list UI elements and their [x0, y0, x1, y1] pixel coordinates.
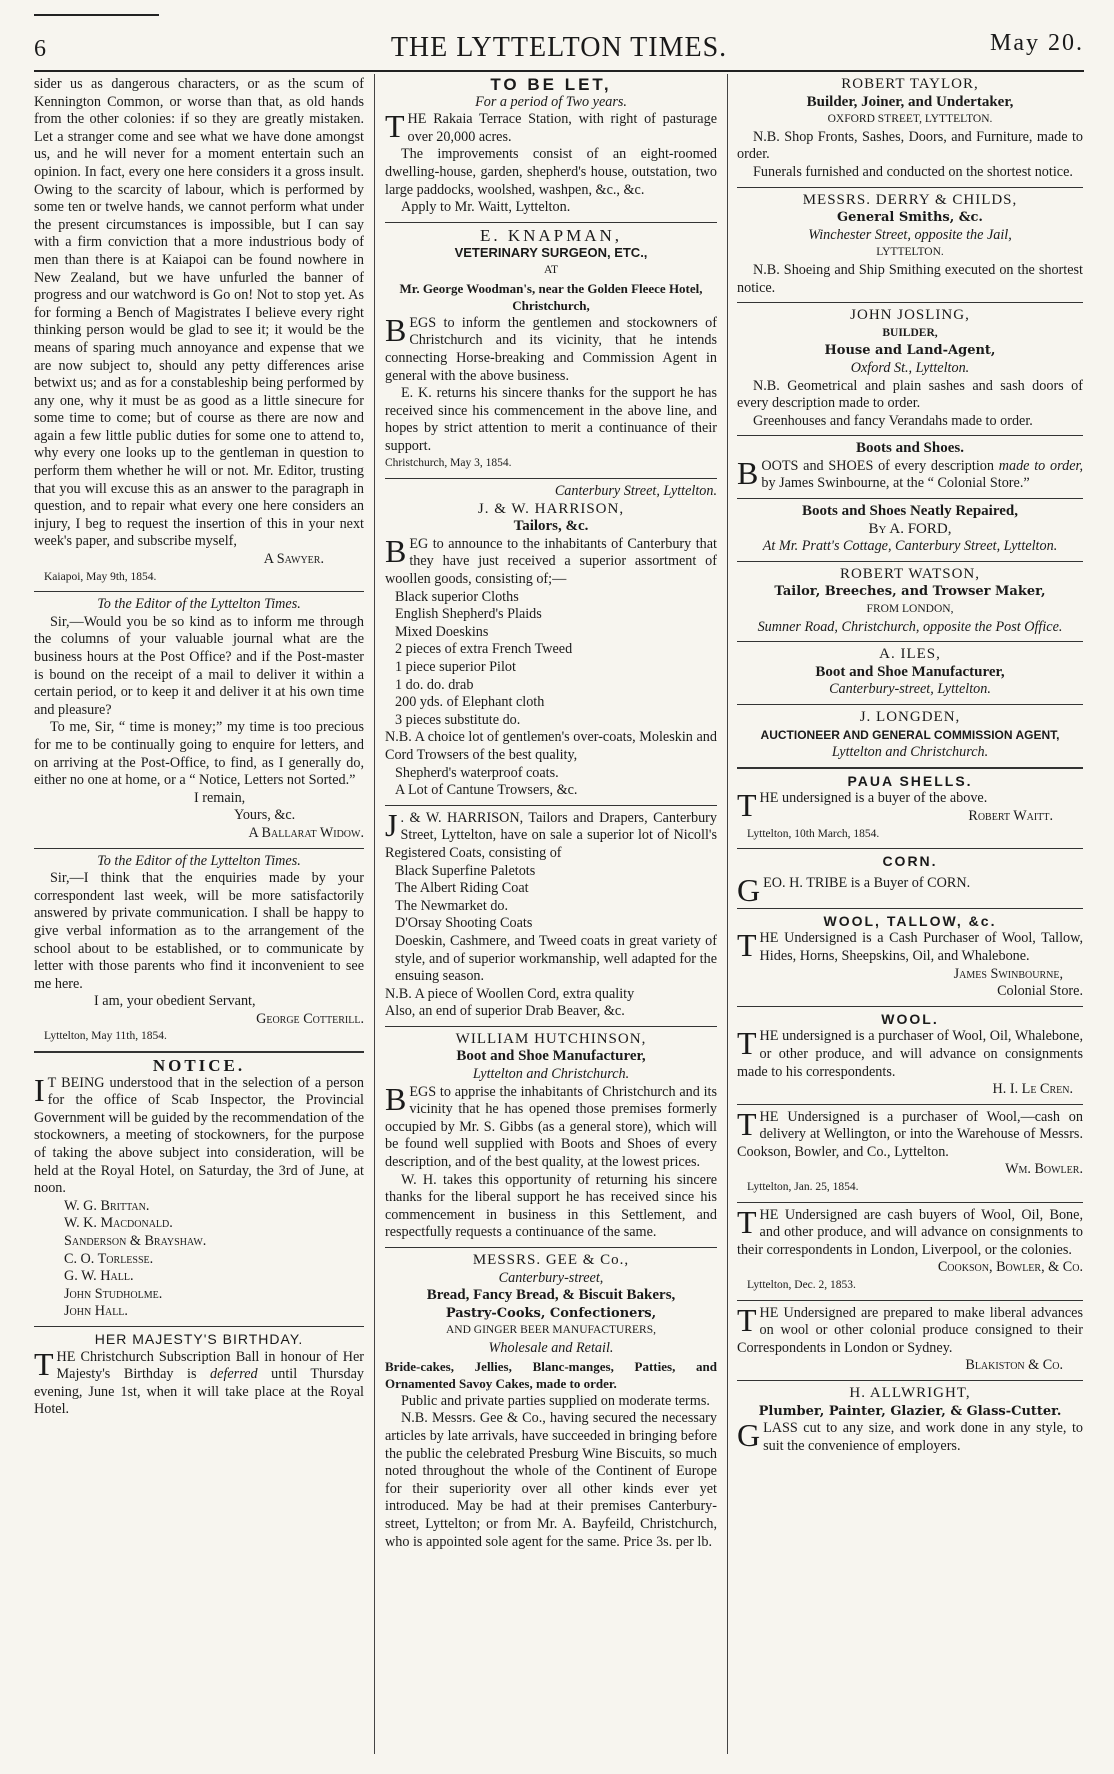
ford-heading: Boots and Shoes Neatly Repaired,	[802, 503, 1018, 520]
tolet-heading: TO BE LET,	[490, 75, 612, 94]
knapman-para2: E. K. returns his sincere thanks for the support he has received since his commencement in the above line, and hopes by strict attention to merit a continuance of their support.	[385, 385, 717, 454]
wool-tallow-signature-2: Colonial Store.	[997, 983, 1083, 1000]
gee-para1: Bride-cakes, Jellies, Blanc-manges, Patties, and Ornamented Savoy Cakes, made to order.	[385, 1358, 717, 1392]
knapman-address: Mr. George Woodman's, near the Golden Fleece Hotel, Christchurch,	[399, 280, 703, 314]
watson-address: Sumner Road, Christchurch, opposite the Post Office.	[757, 618, 1063, 635]
corn-dropcap: G	[737, 871, 761, 908]
harrison1-address: Canterbury Street, Lyttelton.	[554, 483, 717, 500]
gee-para3: N.B. Messrs. Gee & Co., having secured the necessary articles by late arrivals, have succeeded in bringing before the public the celebrated Presburg Wine Biscuits, so much noted throughout the whole of the Continent of Europe for their superiority over all other kinds ever yet introduced. May be had at their premises Canterbury-street, Lyttelton; or from Mr. A. Bayfeild, Christchurch, who is appointed sole agent for the same. Price 3s. per lb.	[385, 1410, 717, 1550]
harrison1-item: Mixed Doeskins	[395, 623, 489, 640]
divider	[737, 1104, 1083, 1105]
tolet-apply: Apply to Mr. Waitt, Lyttelton.	[401, 199, 571, 216]
sawyer-dateline: Kaiapoi, May 9th, 1854.	[44, 570, 157, 583]
divider	[737, 767, 1083, 769]
sawyer-signature: A Sawyer.	[263, 551, 324, 568]
notice-signatory: Sanderson & Brayshaw.	[64, 1233, 207, 1249]
cookson-dropcap: T	[737, 1203, 757, 1240]
top-rule	[34, 14, 159, 16]
letter2-para2: To me, Sir, “ time is money;” my time is too precious for me to be continually going to enquire for letters, and on arriving at the Post-Office, to find, as I generally do, either no one at home, or a “ Notice, Letters not Sorted.”	[34, 719, 364, 789]
newspaper-title: THE LYTTELTON TIMES.	[390, 32, 728, 63]
cookson-signature: Cookson, Bowler, & Co.	[937, 1259, 1083, 1276]
corn-heading: CORN.	[882, 853, 938, 870]
taylor-para1: N.B. Shop Fronts, Sashes, Doors, and Furniture, made to order.	[737, 128, 1083, 163]
derry-trade: General Smiths, &c.	[837, 210, 983, 226]
ford-address: At Mr. Pratt's Cottage, Canterbury Street, Lyttelton.	[762, 538, 1058, 555]
hutchinson-name: WILLIAM HUTCHINSON,	[455, 1030, 647, 1047]
watson-trade: Tailor, Breeches, and Trowser Maker,	[774, 584, 1046, 600]
birthday-text-1: HE Christchurch Subscription Ball in honour of Her Majesty's Birthday is	[56, 1348, 364, 1383]
derry-para1: N.B. Shoeing and Ship Smithing executed on the shortest notice.	[737, 261, 1083, 296]
letter3-para1: Sir,—I think that the enquiries made by your correspondent last week, will be more satisfactorily answered by private communication. I shall be happy to give verbal information as to the arrangement of the school about to be established, or to communicate by letter with those parents who find it inconvenient to see me here.	[34, 870, 364, 992]
corn-text: EO. H. TRIBE is a Buyer of CORN.	[763, 874, 971, 891]
hutchinson-place: Lyttelton and Christchurch.	[472, 1066, 630, 1083]
knapman-at: AT	[543, 263, 559, 276]
taylor-name: ROBERT TAYLOR,	[841, 76, 979, 92]
harrison1-item: 2 pieces of extra French Tweed	[395, 641, 573, 658]
birthday-dropcap: T	[34, 1345, 54, 1382]
knapman-name: E. KNAPMAN,	[479, 225, 623, 245]
harrison1-item-list	[385, 589, 717, 730]
divider	[737, 641, 1083, 642]
divider	[737, 498, 1083, 499]
wool-tallow-dropcap: T	[737, 927, 757, 964]
gee-trade-3: AND GINGER BEER MANUFACTURERS,	[446, 1324, 656, 1337]
divider	[34, 1326, 364, 1327]
knapman-dateline: Christchurch, May 3, 1854.	[385, 457, 512, 470]
knapman-dropcap: B	[385, 311, 407, 348]
sawyer-letter-text: sider us as dangerous characters, or as the scum of Kennington Common, or worse than that, as old hands from the other colonies: if so they are greatly mistaken. Let a stranger come and see what we have done amongst us, and he will never for a moment entertain such an opinion. In fact, every one here considers it a gross insult. Owing to the scarcity of labour, which is performed by some ten or twelve hands, we cannot perform what under the present circumstances is impossible, but I can say with a firm conviction that a more industrious body of men than there is at Kaiapoi can be found nowhere in New Zealand, but we have unfurled the banner of progress and our watchword is Go on! Not to stop yet. As for forming a Bench of Magistrates I believe every right thinking person would be glad to see it; it would be the means of sparing much annoyance and expense that we are now subject to, should any petty differences arise betwixt us; and as for a constableship being performed by any one, why it must be as good as a little sinecure for some time to come; but of course as there are now and again a few little public duties for some one to attend to, why every one looks up to the gentleman in question to perform them whether he will or not. Mr. Editor, trusting that you will excuse this as an answer to the paragraph in question, and to repair what every one here considers an injury, I beg to request the insertion of this in your next week's paper, and subscribe myself,	[34, 76, 364, 550]
harrison2-item: The Albert Riding Coat	[395, 880, 529, 897]
tolet-para2: The improvements consist of an eight-roomed dwelling-house, garden, shepherd's house, outstation, two large paddocks, woolshed, washpen, &c., &c.	[385, 146, 717, 198]
cookson-dateline: Lyttelton, Dec. 2, 1853.	[747, 1279, 856, 1292]
bowler-dropcap: T	[737, 1105, 757, 1142]
divider	[385, 478, 717, 479]
taylor-trade: Builder, Joiner, and Undertaker,	[806, 93, 1014, 110]
harrison1-dropcap: B	[385, 532, 407, 569]
column-divider-2	[727, 74, 728, 1754]
wool-signature: H. I. Le Cren.	[992, 1081, 1073, 1098]
blakiston-signature: Blakiston & Co.	[965, 1357, 1063, 1374]
harrison1-item-list-2	[385, 765, 717, 800]
derry-town: LYTTELTON.	[876, 246, 944, 259]
watson-from: FROM LONDON,	[866, 603, 954, 616]
wool-tallow-text: HE Undersigned is a Cash Purchaser of Wool, Tallow, Hides, Horns, Sheepskins, Oil, and Whalebone.	[759, 930, 1083, 964]
harrison1-item: 200 yds. of Elephant cloth	[395, 694, 545, 711]
swinbourne-text-italic: made to order,	[998, 457, 1083, 474]
divider	[737, 1300, 1083, 1301]
notice-signatories	[34, 1198, 364, 1321]
gee-trade-2: Pastry-Cooks, Confectioners,	[445, 1305, 657, 1321]
letter2-signature: A Ballarat Widow.	[248, 824, 364, 841]
notice-signatory: G. W. Hall.	[64, 1268, 134, 1285]
letter2-para1: Sir,—Would you be so kind as to inform me through the columns of your valuable journal what are the business hours at the Post Office? and if the Post-master is bound on the receipt of a mail to deliver it within a certain period, or to keep it and deliver it at his own time and pleasure?	[34, 613, 364, 718]
column-1	[34, 76, 364, 1419]
paua-signature: Robert Waitt.	[968, 807, 1053, 824]
notice-signatory: C. O. Torlesse.	[64, 1250, 154, 1267]
harrison1-item: Black superior Cloths	[395, 588, 519, 605]
allwright-text: LASS cut to any size, and work done in any style, to suit the convenience of employers.	[763, 1420, 1083, 1454]
column-3	[737, 76, 1083, 1455]
harrison1-item: 3 pieces substitute do.	[395, 711, 521, 728]
josling-para1: N.B. Geometrical and plain sashes and sash doors of every description made to order.	[737, 377, 1083, 412]
harrison2-item: Doeskin, Cashmere, and Tweed coats in great variety of style, and of superior workmanship, well adapted for the ensuing season.	[395, 932, 717, 985]
tolet-para1: HE Rakaia Terrace Station, with right of pasturage over 20,000 acres.	[407, 111, 717, 145]
issue-date: May 20.	[990, 30, 1084, 56]
divider	[737, 1380, 1083, 1381]
knapman-title: VETERINARY SURGEON, ETC.,	[454, 245, 648, 261]
letter2-heading: To the Editor of the Lyttelton Times.	[97, 596, 301, 613]
harrison1-trade: Tailors, &c.	[513, 518, 589, 535]
letter3-close: I am, your obedient Servant,	[94, 993, 256, 1010]
wool-text: HE undersigned is a purchaser of Wool, Oil, Whalebone, or other produce, and will advance on consignments made to his correspondents.	[737, 1028, 1083, 1080]
divider	[737, 561, 1083, 562]
ford-by: By A. FORD,	[868, 520, 952, 537]
harrison2-item: The Newmarket do.	[395, 897, 509, 914]
allwright-name: H. ALLWRIGHT,	[849, 1385, 971, 1401]
harrison1-name: J. & W. HARRISON,	[477, 500, 625, 517]
allwright-trade: Plumber, Painter, Glazier, & Glass-Cutter.	[758, 1403, 1062, 1419]
birthday-text-italic: deferred	[210, 1366, 258, 1383]
letter3-heading: To the Editor of the Lyttelton Times.	[97, 852, 301, 869]
iles-trade: Boot and Shoe Manufacturer,	[815, 663, 1005, 680]
birthday-heading: HER MAJESTY'S BIRTHDAY.	[94, 1330, 304, 1347]
hutchinson-trade: Boot and Shoe Manufacturer,	[456, 1048, 646, 1065]
josling-trade-2: House and Land-Agent,	[824, 343, 996, 359]
harrison1-para1: EG to announce to the inhabitants of Canterbury that they have just received a superior assortment of woollen goods, consisting of;—	[385, 535, 717, 588]
harrison1-item: 1 piece superior Pilot	[395, 659, 516, 675]
page-number: 6	[34, 36, 46, 62]
taylor-para2: Funerals furnished and conducted on the shortest notice.	[753, 163, 1073, 180]
paua-heading: PAUA SHELLS.	[847, 772, 973, 789]
divider	[737, 1006, 1083, 1007]
divider	[385, 1026, 717, 1027]
harrison1-item: Shepherd's waterproof coats.	[395, 764, 559, 781]
tolet-sub: For a period of Two years.	[475, 93, 627, 110]
wool-dropcap: T	[737, 1025, 757, 1062]
paua-dateline: Lyttelton, 10th March, 1854.	[747, 827, 880, 840]
blakiston-dropcap: T	[737, 1301, 757, 1338]
divider	[737, 1202, 1083, 1203]
longden-address: Lyttelton and Christchurch.	[831, 744, 989, 761]
divider	[737, 848, 1083, 849]
harrison2-item-list	[385, 863, 717, 986]
longden-trade: AUCTIONEER AND GENERAL COMMISSION AGENT,	[760, 727, 1060, 742]
notice-signatory: John Hall.	[64, 1303, 128, 1320]
bowler-signature: Wm. Bowler.	[1005, 1161, 1083, 1178]
letter2-close1: I remain,	[194, 789, 246, 806]
paua-text: HE undersigned is a buyer of the above.	[759, 790, 988, 807]
harrison1-item: A Lot of Cantune Trowsers, &c.	[395, 782, 578, 799]
divider	[385, 805, 717, 806]
wool-tallow-heading: WOOL, TALLOW, &c.	[823, 912, 997, 929]
swinbourne-heading: Boots and Shoes.	[856, 440, 964, 457]
harrison2-para1: . & W. HARRISON, Tailors and Drapers, Canterbury Street, Lyttelton, have on sale a superior lot of Nicoll's Registered Coats, consisting of	[385, 809, 717, 861]
divider	[34, 1051, 364, 1053]
letter3-signature: George Cotterill.	[256, 1010, 364, 1027]
divider	[737, 704, 1083, 705]
notice-text: T BEING understood that in the selection of a person for the office of Scab Inspector, the Provincial Government will be guided by the recommendation of the stockowners, a meeting of stockowners, for the purpose of taking the above subject into consideration, will be held at the Royal Hotel, on Saturday, the 3rd of June, at noon.	[34, 1074, 364, 1197]
harrison2-dropcap: J	[385, 806, 398, 843]
notice-signatory: W. G. Brittan.	[64, 1197, 150, 1214]
tolet-dropcap: T	[385, 108, 405, 145]
wool-tallow-signature: James Swinbourne,	[953, 965, 1063, 982]
notice-heading: NOTICE.	[152, 1056, 246, 1076]
gee-address: Canterbury-street,	[498, 1269, 604, 1286]
hutchinson-dropcap: B	[385, 1080, 407, 1117]
harrison2-item: D'Orsay Shooting Coats	[395, 915, 533, 932]
josling-name: JOHN JOSLING,	[850, 307, 970, 324]
swinbourne-dropcap: B	[737, 454, 759, 491]
divider	[737, 908, 1083, 909]
harrison2-also: Also, an end of superior Drab Beaver, &c.	[385, 1003, 625, 1020]
gee-para2: Public and private parties supplied on moderate terms.	[401, 1392, 710, 1409]
masthead	[34, 28, 1084, 66]
notice-signatory: John Studholme.	[64, 1285, 163, 1302]
harrison1-item: 1 do. do. drab	[395, 676, 474, 693]
swinbourne-text-1: OOTS and SHOES of every description	[761, 457, 999, 474]
watson-name: ROBERT WATSON,	[839, 565, 981, 582]
divider	[34, 591, 364, 592]
gee-trade: Bread, Fancy Bread, & Biscuit Bakers,	[426, 1287, 676, 1304]
iles-address: Canterbury-street, Lyttelton.	[829, 681, 991, 698]
wool-heading: WOOL.	[881, 1010, 939, 1027]
bowler-dateline: Lyttelton, Jan. 25, 1854.	[747, 1181, 859, 1194]
swinbourne-text-2: by James Swinbourne, at the “ Colonial Store.”	[761, 475, 1030, 492]
divider	[34, 848, 364, 849]
josling-trade: BUILDER,	[882, 326, 938, 339]
iles-name: A. ILES,	[879, 646, 941, 663]
longden-name: J. LONGDEN,	[859, 709, 961, 725]
cookson-text: HE Undersigned are cash buyers of Wool, Oil, Bone, and other produce, and will advance on consignments to their correspondents in London, Liverpool, or the colonies.	[737, 1206, 1083, 1258]
josling-para2: Greenhouses and fancy Verandahs made to order.	[753, 412, 1033, 429]
bowler-text: HE Undersigned is a purchaser of Wool,—cash on delivery at Wellington, or into the Warehouse of Messrs. Cookson, Bowler, and Co., Lyttelton.	[737, 1108, 1083, 1160]
harrison1-item: English Shepherd's Plaids	[395, 606, 542, 623]
gee-trade-4: Wholesale and Retail.	[488, 1339, 614, 1356]
birthday-text-2: until Thursday evening, June 1st, when it will take place at the Royal Hotel.	[34, 1366, 364, 1418]
divider	[737, 187, 1083, 188]
letter3-dateline: Lyttelton, May 11th, 1854.	[44, 1030, 167, 1043]
notice-signatory: W. K. Macdonald.	[64, 1215, 173, 1232]
hutchinson-para2: W. H. takes this opportunity of returning his sincere thanks for the liberal support he has received since his commencement in business in this Settlement, and respectfully requests a continuance of the same.	[385, 1171, 717, 1241]
derry-name: MESSRS. DERRY & CHILDS,	[802, 191, 1018, 208]
column-divider-1	[374, 74, 375, 1754]
blakiston-text: HE Undersigned are prepared to make liberal advances on wool or other colonial produce consigned to their Correspondents in London or Sydney.	[737, 1304, 1083, 1356]
taylor-address: OXFORD STREET, LYTTELTON.	[827, 113, 993, 126]
divider	[385, 1247, 717, 1248]
gee-name: MESSRS. GEE & Co.,	[472, 1252, 630, 1268]
harrison2-nb: N.B. A piece of Woollen Cord, extra quality	[385, 985, 635, 1002]
divider	[737, 302, 1083, 303]
harrison1-nb: N.B. A choice lot of gentlemen's over-coats, Moleskin and Cord Trowsers of the best quality,	[385, 729, 717, 763]
divider	[737, 435, 1083, 436]
hutchinson-para1: EGS to apprise the inhabitants of Christchurch and its vicinity that he has opened those premises formerly occupied by Mr. S. Gibbs (as a general store), which will be found well supplied with Boots and Shoes of every description, and of the best quality, at the lowest prices.	[385, 1083, 717, 1171]
allwright-dropcap: G	[737, 1417, 761, 1454]
column-2	[385, 76, 717, 1551]
derry-address: Winchester Street, opposite the Jail,	[808, 226, 1012, 243]
josling-address: Oxford St., Lyttelton.	[850, 359, 970, 376]
knapman-para1: EGS to inform the gentlemen and stockowners of Christchurch and its vicinity, that he intends connecting Horse-breaking and Commission Agent in general with the above business.	[385, 314, 717, 384]
masthead-rule	[34, 70, 1084, 72]
harrison2-item: Black Superfine Paletots	[395, 862, 536, 879]
notice-dropcap: I	[34, 1071, 45, 1108]
divider	[385, 222, 717, 223]
paua-dropcap: T	[737, 787, 757, 824]
letter2-close2: Yours, &c.	[234, 807, 296, 824]
